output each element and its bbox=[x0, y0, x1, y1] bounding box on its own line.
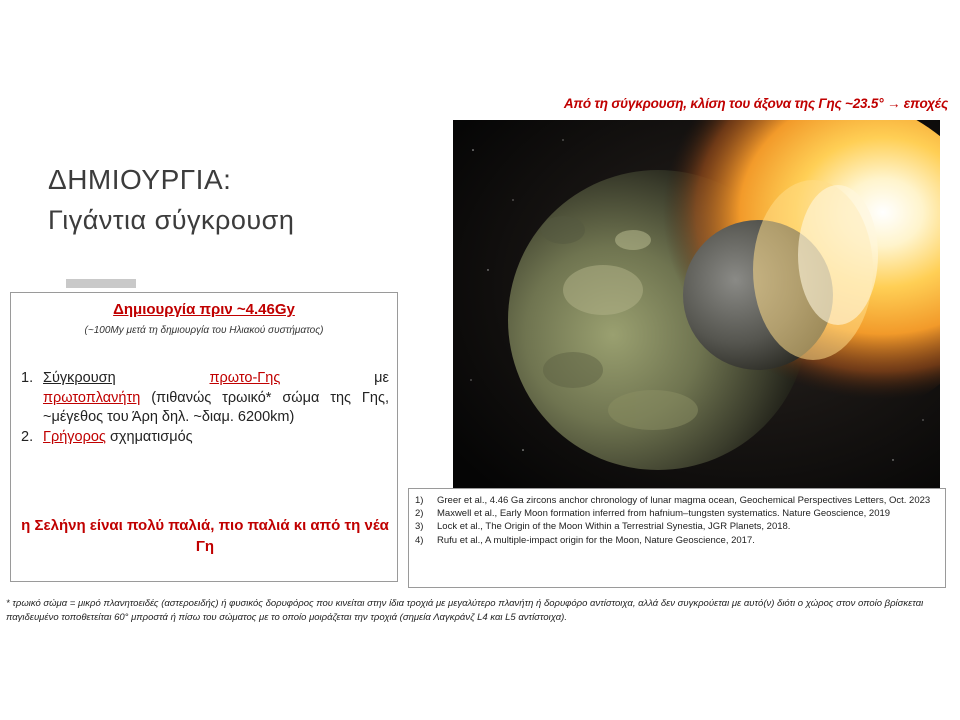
term-formation: σχηματισμός bbox=[109, 428, 193, 445]
list-item-number: 2. bbox=[21, 428, 34, 445]
reference-number: 1) bbox=[415, 495, 424, 506]
references-box bbox=[408, 488, 946, 588]
term-with: με bbox=[374, 370, 389, 386]
reference-text: Greer et al., 4.46 Ga zircons anchor chronology of lunar magma ocean, Geochemical Perspectives Letters, Oct. 2023 bbox=[437, 495, 931, 506]
title-divider bbox=[66, 279, 136, 288]
impact-illustration bbox=[453, 120, 940, 490]
info-heading bbox=[11, 301, 397, 318]
reference-item bbox=[415, 520, 939, 533]
reference-item bbox=[415, 534, 939, 547]
info-list bbox=[21, 369, 389, 447]
term-protoplanet: πρωτοπλανήτη bbox=[43, 389, 141, 406]
info-box bbox=[10, 292, 398, 582]
term-fast: Γρήγορος bbox=[43, 428, 106, 445]
term-proto-earth: πρωτο-Γης bbox=[209, 370, 281, 386]
info-heading-text: Δημιουργία πριν ~4.46Gy bbox=[113, 301, 295, 318]
info-subheading: (~100My μετά τη δημιουργία του Ηλιακού συστήματος) bbox=[84, 325, 324, 336]
reference-number: 2) bbox=[415, 508, 424, 520]
reference-text: Lock et al., The Origin of the Moon Within a Terrestrial Synestia, JGR Planets, 2018. bbox=[437, 521, 791, 533]
list-item-text bbox=[43, 428, 389, 448]
reference-item bbox=[415, 494, 939, 507]
reference-text: Maxwell et al., Early Moon formation inferred from hafnium–tungsten systematics. Nature Geoscience, 2019 bbox=[437, 508, 891, 520]
title-line-2: Γιγάντια σύγκρουση bbox=[48, 205, 295, 235]
image-caption: Από τη σύγκρουση, κλίση του άξονα της Γης ~23.5° → εποχές bbox=[563, 96, 948, 111]
term-collision: Σύγκρουση bbox=[43, 370, 116, 386]
reference-number: 4) bbox=[415, 534, 424, 546]
title-line-1: ΔΗΜΙΟΥΡΓΙΑ: bbox=[48, 164, 232, 195]
list-item bbox=[21, 369, 389, 428]
list-item-number: 1. bbox=[21, 370, 34, 386]
reference-item bbox=[415, 507, 939, 520]
reference-text: Rufu et al., A multiple-impact origin for the Moon, Nature Geoscience, 2017. bbox=[437, 534, 755, 546]
info-conclusion: η Σελήνη είναι πολύ παλιά, πιο παλιά κι από τη νέα Γη bbox=[21, 517, 389, 555]
list-item-text bbox=[43, 369, 389, 428]
protoplanet-description: (πιθανώς τρωικό* σώμα της Γης, ~μέγεθος του Άρη δηλ. ~διαμ. 6200km) bbox=[43, 389, 390, 425]
slide-title bbox=[48, 160, 294, 240]
footnote: * τρωικό σώμα = μικρό πλανητοειδές (αστεροειδής) ή φυσικός δορυφόρος που κινείται στην ίδια τροχιά με μεγαλύτερο πλανήτη ή δορυφόρο αντίστοιχα, αλλά δεν συγκρούεται με αυτό(ν) διότι ο χώρος στον οποίο βρίσκεται παγιδευμένο τοποθετείται 60° μπροστά ή πίσω του σώματος με το οποίο μοιράζεται την τροχιά (σημεία Λαγκράνζ L4 και L5 αντίστοιχα). bbox=[6, 598, 924, 623]
list-item bbox=[21, 428, 389, 448]
giant-impact-image bbox=[453, 120, 940, 490]
reference-number: 3) bbox=[415, 521, 424, 533]
